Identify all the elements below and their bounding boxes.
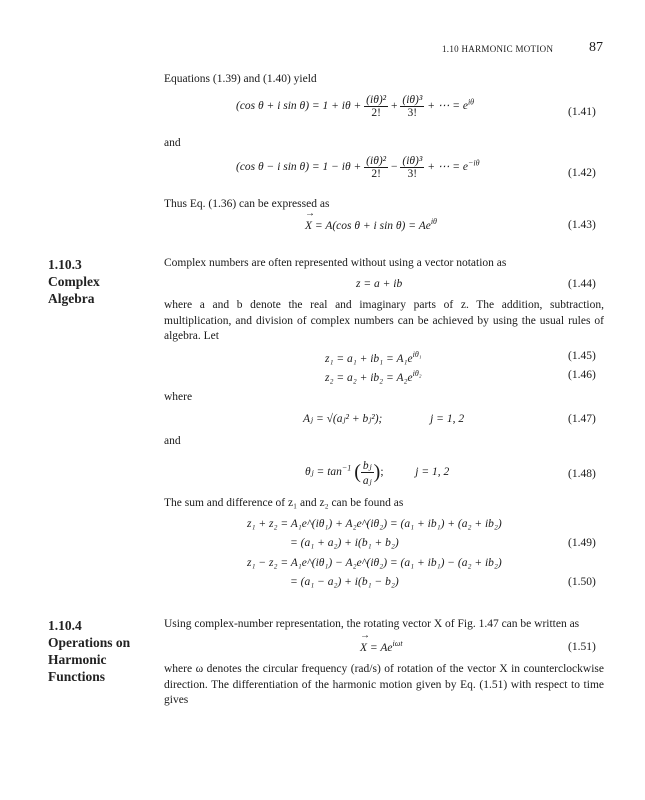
thus-text: Thus Eq. (1.36) can be expressed as (164, 198, 330, 210)
eq142-number: (1.42) (568, 167, 596, 179)
eq143-number: (1.43) (568, 219, 596, 231)
eq141-number: (1.41) (568, 106, 596, 118)
equation-1-50-line2: = (a₁ − a₂) + i(b₁ − b₂) (290, 576, 399, 588)
sum-diff-text: The sum and difference of z₁ and z₂ can be found as (164, 497, 404, 509)
omega-paragraph: where ω denotes the circular frequency (rad/s) of rotation of the vector X in counterclockwise direction. The differentiation of the harmonic motion given by Eq. (1.51) with respect to time gives (164, 663, 604, 706)
eq149-number: (1.49) (568, 537, 596, 549)
running-head: 1.10 HARMONIC MOTION (442, 44, 554, 54)
eq147-number: (1.47) (568, 413, 596, 425)
equation-1-44: z = a + ib (356, 278, 403, 290)
eq141-frac2: $\frac{\text{(iθ)³}}{3!}$ (402, 94, 423, 119)
equation-1-50-line1: z₁ − z₂ = A₁e^(iθ₁) − A₂e^(iθ₂) = (a₁ + ib₁) − (a₂ + ib₂) (247, 557, 502, 569)
rotating-vector-text: Using complex-number representation, the rotating vector X of Fig. 1.47 can be written as (164, 618, 580, 630)
eq148-frac: $\frac{\text{bⱼ}}{\text{aⱼ}}$ (362, 460, 372, 487)
equation-1-49-line1: z₁ + z₂ = A₁e^(iθ₁) + A₂e^(iθ₂) = (a₁ + ib₁) + (a₂ + ib₂) (247, 518, 502, 530)
equation-1-46: $z_2 = a_2 + ib_2 = A_2e^{i\theta_2}$ (325, 369, 422, 384)
where-ab-paragraph: where a and b denote the real and imaginary parts of z. The addition, subtraction, multiplication, and division of complex numbers can be achieved by using the usual rules of algebra. Let (164, 299, 604, 342)
eq150-number: (1.50) (568, 576, 596, 588)
equation-1-49-line2: = (a₁ + a₂) + i(b₁ + b₂) (290, 537, 399, 549)
and-text-1: and (164, 137, 181, 149)
page-number: 87 (589, 40, 603, 55)
intro-text: Equations (1.39) and (1.40) yield (164, 73, 317, 85)
eq141-lhs: (cos θ + i sin θ) = 1 + iθ + (236, 100, 362, 113)
complex-intro-text: Complex numbers are often represented without using a vector notation as (164, 257, 507, 269)
eq151-number: (1.51) (568, 641, 596, 653)
equation-1-48: θⱼ = $\tan^{-1}$ ( $\frac{\text{bⱼ}}{\text{aⱼ}}$ ); j = 1, 2 (305, 460, 450, 487)
where-text-1: where (164, 391, 193, 403)
eq145-number: (1.45) (568, 350, 596, 362)
eq142-frac2: $\frac{\text{(iθ)³}}{3!}$ (402, 155, 423, 180)
equation-1-51: → $X = Ae^{i\omega t}$ (360, 630, 403, 654)
eq146-number: (1.46) (568, 369, 596, 381)
equation-1-47: Aⱼ = √(aⱼ² + bⱼ²); j = 1, 2 (303, 413, 465, 425)
and-text-2: and (164, 435, 181, 447)
eq144-number: (1.44) (568, 278, 596, 290)
section-1-10-4-heading: 1.10.4 Operations on Harmonic Functions (48, 618, 131, 684)
equation-1-41: (cos θ + i sin θ) = 1 + iθ + $\frac{\text{(iθ)²}}{2!}$ + $\frac{\text{(iθ)³}}{3!}$ + ⋯ = $e^{i\theta}$ (236, 94, 475, 119)
eq141-frac1: $\frac{\text{(iθ)²}}{2!}$ (366, 94, 387, 119)
equation-1-42: (cos θ − i sin θ) = 1 − iθ + $\frac{\text{(iθ)²}}{2!}$ − $\frac{\text{(iθ)³}}{3!}$ + ⋯ = $e^{-i\theta}$ (236, 155, 480, 180)
eq142-frac1: $\frac{\text{(iθ)²}}{2!}$ (366, 155, 387, 180)
eq148-number: (1.48) (568, 468, 596, 480)
equation-1-43: → X = A(cos θ + i $\sin \theta) = Ae^{i\theta}$ (305, 208, 437, 232)
equation-1-45: $z_1 = a_1 + ib_1 = A_1e^{i\theta_1}$ (325, 350, 422, 365)
section-1-10-3-heading: 1.10.3 Complex Algebra (48, 257, 100, 306)
